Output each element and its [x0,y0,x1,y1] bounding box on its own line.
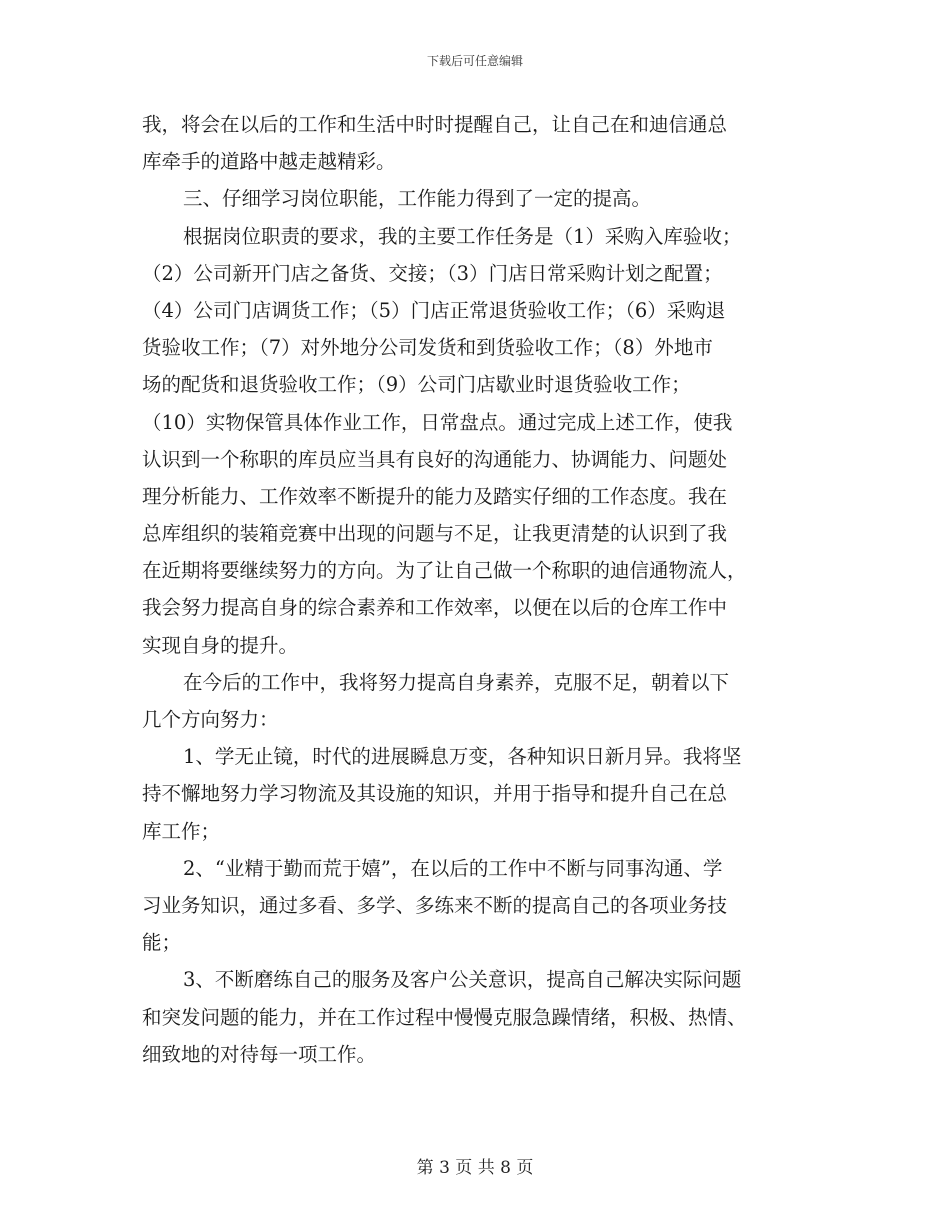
paragraph [142,738,808,850]
paragraph [142,664,808,738]
text-line: 和突发问题的能力，并在工作过程中慢慢克服急躁情绪，积极、热情、 [142,1005,747,1029]
text-line: 实现自身的提升。 [142,633,299,657]
text-line: 场的配货和退货验收工作；（9）公司门店歇业时退货验收工作； [142,373,691,397]
text-line: （2）公司新开门店之备货、交接；（3）门店日常采购计划之配置； [142,261,723,285]
text-line: 库牵手的道路中越走越精彩。 [142,150,396,174]
text-line: 3、不断磨练自己的服务及客户公关意识，提高自己解决实际问题 [183,968,742,992]
document-body [142,106,808,1073]
text-line: 三、仔细学习岗位职能，工作能力得到了一定的提高。 [183,187,652,211]
text-line: 货验收工作；（7）对外地分公司发货和到货验收工作；（8）外地市 [142,336,713,360]
paragraph [142,218,808,664]
text-line: 我会努力提高自身的综合素养和工作效率，以便在以后的仓库工作中 [142,596,728,620]
text-line: 1、学无止镜，时代的进展瞬息万变，各种知识日新月异。我将坚 [183,745,742,769]
text-line: （10）实物保管具体作业工作，日常盘点。通过完成上述工作，使我 [142,410,733,434]
text-line: 在近期将要继续努力的方向。为了让自己做一个称职的迪信通物流人， [142,559,747,583]
text-line: 总库组织的装箱竞赛中出现的问题与不足，让我更清楚的认识到了我 [142,522,728,546]
text-line: 我，将会在以后的工作和生活中时时提醒自己，让自己在和迪信通总 [142,113,728,136]
paragraph [142,961,808,1073]
text-line: 根据岗位职责的要求，我的主要工作任务是（1）采购入库验收； [183,224,742,248]
paragraph [142,850,808,962]
text-line: 几个方向努力： [142,708,279,731]
text-line: 理分析能力、工作效率不断提升的能力及踏实仔细的工作态度。我在 [142,484,728,508]
text-line: 在今后的工作中，我将努力提高自身素养，克服不足，朝着以下 [183,670,730,694]
page-header: 下载后可任意编辑 [426,54,523,68]
paragraph [142,106,808,180]
text-line: 能； [142,931,182,955]
text-line: 习业务知识，通过多看、多学、多练来不断的提高自己的各项业务技 [142,893,728,917]
text-line: 认识到一个称职的库员应当具有良好的沟通能力、协调能力、问题处 [142,447,728,471]
text-line: 细致地的对待每一项工作。 [142,1042,377,1066]
text-line: 2、“业精于勤而荒于嬉”，在以后的工作中不断与同事沟通、学 [183,856,723,880]
text-line: 持不懈地努力学习物流及其设施的知识，并用于指导和提升自己在总 [142,782,728,806]
text-line: （4）公司门店调货工作；（5）门店正常退货验收工作；（6）采购退 [142,298,726,322]
text-line: 库工作； [142,819,221,843]
paragraph [142,180,808,217]
page-footer: 第 3 页 共 8 页 [416,1158,534,1178]
